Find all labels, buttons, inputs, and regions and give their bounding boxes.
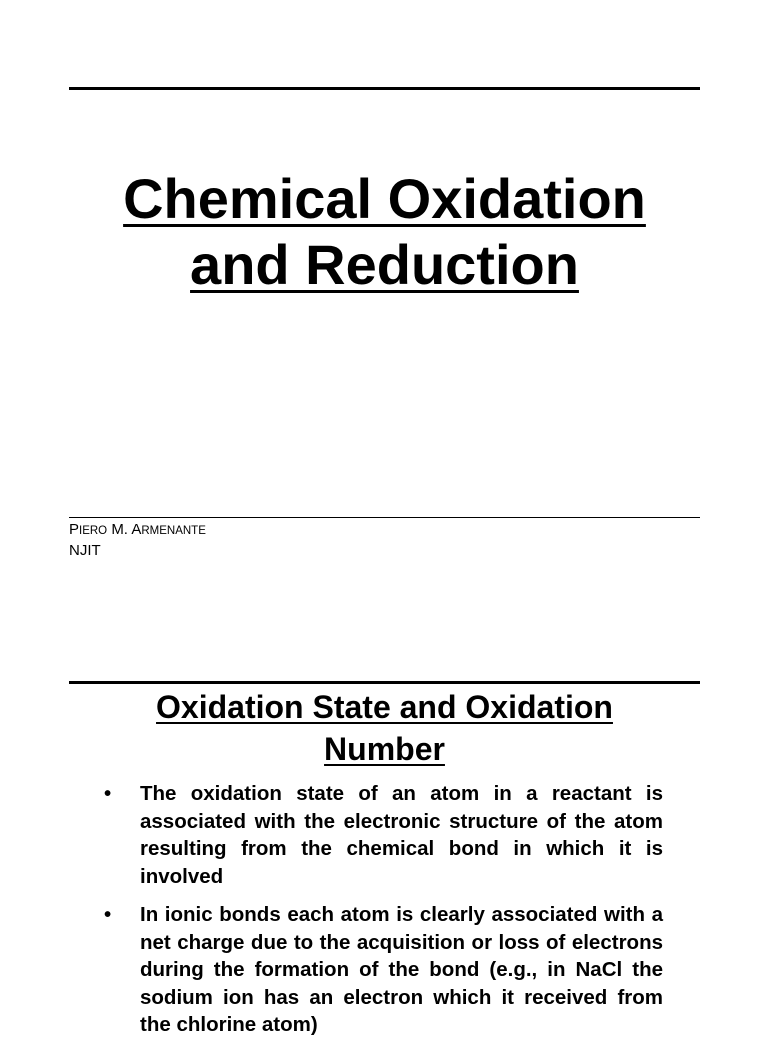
- author-rule: [69, 517, 700, 518]
- bullet-text: The oxidation state of an atom in a reactant is associated with the electronic structure of the atom resulting from the chemical bond in which it is involved: [140, 782, 663, 888]
- bullet-list: [104, 780, 663, 1050]
- bullet-text: In ionic bonds each atom is clearly associated with a net charge due to the acquisition or loss of electrons during the formation of the bond (e.g., in NaCl the sodium ion has an electron which it received from the chlorine atom): [140, 903, 663, 1036]
- title-line-2: and Reduction: [190, 233, 579, 296]
- author-name: PIERO M. ARMENANTE: [69, 521, 206, 538]
- bullet-icon: •: [104, 782, 112, 805]
- section-heading-line-1: Oxidation State and Oxidation: [156, 689, 613, 725]
- title-line-1: Chemical Oxidation: [123, 167, 646, 230]
- list-item: [104, 780, 663, 890]
- section-rule: [69, 681, 700, 684]
- author-block: [69, 520, 206, 560]
- page-title: [69, 166, 700, 298]
- top-rule: [69, 87, 700, 90]
- section-heading: [69, 686, 700, 770]
- bullet-icon: •: [104, 903, 112, 926]
- section-heading-line-2: Number: [324, 731, 445, 767]
- list-item: [104, 901, 663, 1039]
- author-affiliation: NJIT: [69, 542, 101, 559]
